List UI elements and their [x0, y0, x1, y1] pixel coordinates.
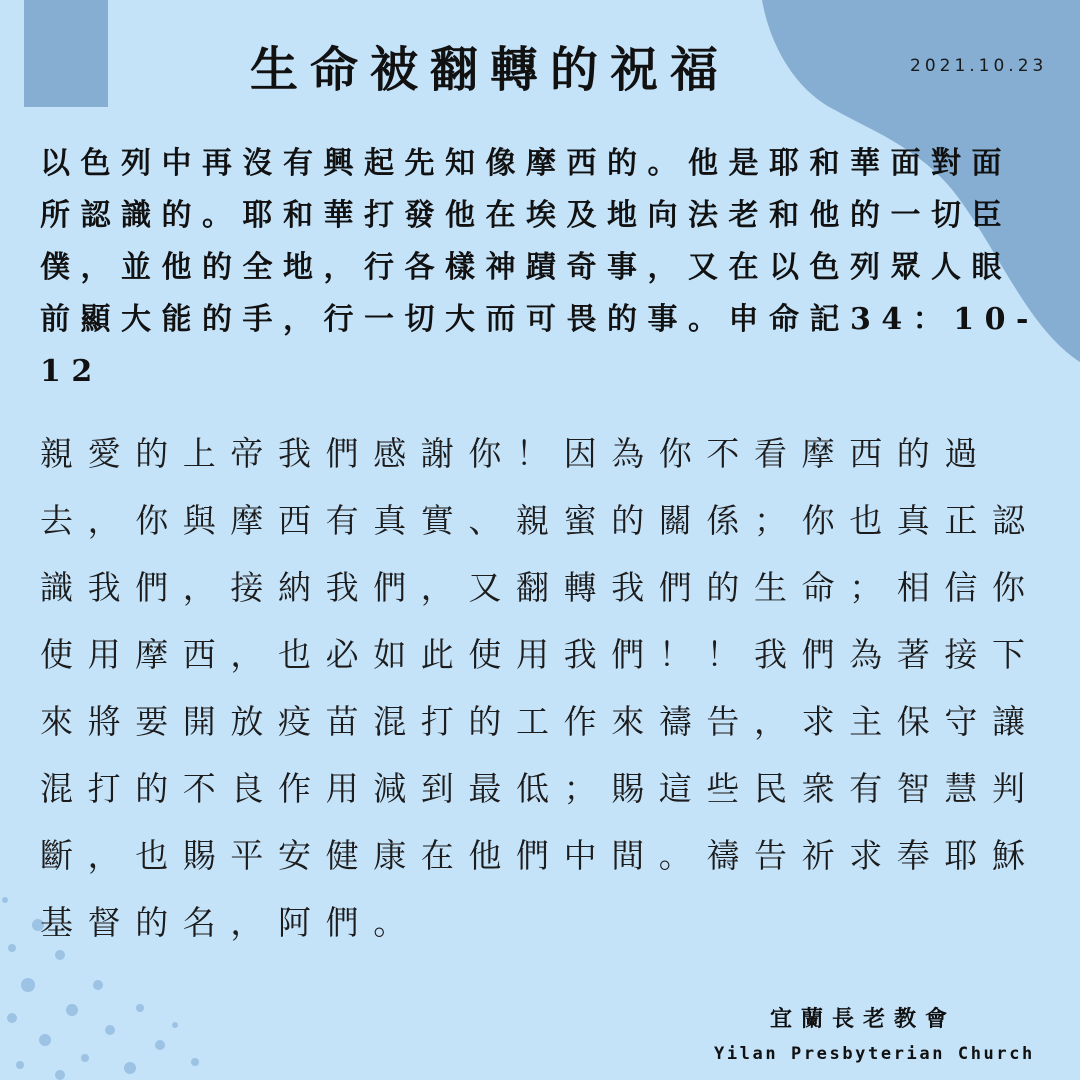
date-label: 2021.10.23 [910, 56, 1048, 76]
corner-accent-block [24, 0, 108, 107]
scripture-passage: 以色列中再沒有興起先知像摩西的。他是耶和華面對面所認識的。耶和華打發他在埃及地向法老和他的一切臣僕，並他的全地，行各樣神蹟奇事，又在以色列眾人眼前顯大能的手，行一切大而可畏的事。申命記34：10-12 [40, 146, 1039, 389]
prayer-text: 親愛的上帝我們感謝你！因為你不看摩西的過去，你與摩西有真實、親蜜的關係；你也真正認識我們，接納我們，又翻轉我們的生命；相信你使用摩西，也必如此使用我們！！我們為著接下來將要開放疫苗混打的工作來禱告，求主保守讓混打的不良作用減到最低；賜這些民衆有智慧判斷，也賜平安健康在他們中間。禱告祈求奉耶穌基督的名，阿們。 [40, 434, 1040, 942]
church-name-en: Yilan Presbyterian Church [714, 1044, 1035, 1064]
church-name-zh: 宜蘭長老教會 [770, 1006, 957, 1032]
page-title: 生命被翻轉的祝福 [250, 42, 731, 98]
